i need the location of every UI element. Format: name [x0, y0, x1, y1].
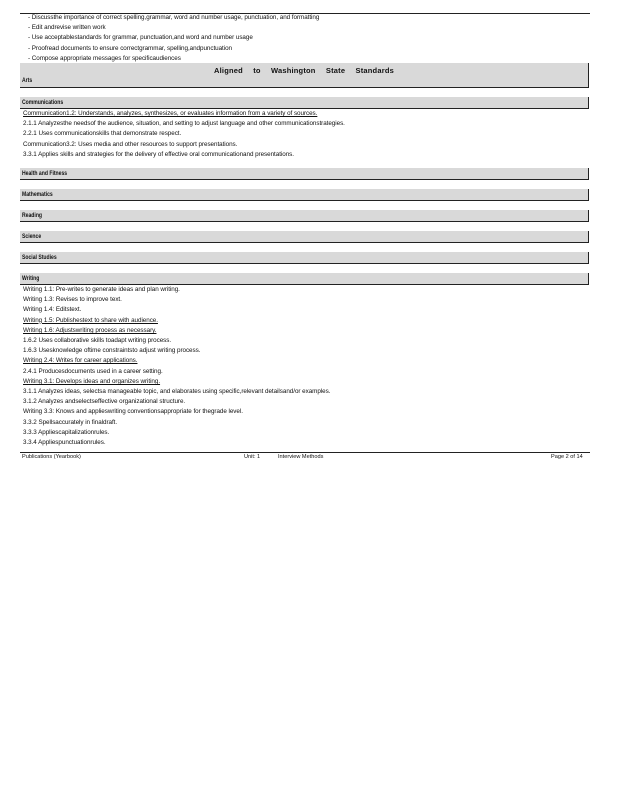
standard-line: 3.3.1 Applies skills and strategies for the delivery of effective oral communicationand presentations. [23, 150, 294, 158]
section-label: Reading [22, 212, 43, 219]
top-bullet-list [28, 13, 598, 64]
section-bar-health-and-fitness [20, 168, 589, 180]
standard-line: 3.1.2 Analyzes andselectseffective organizational structure. [23, 398, 186, 406]
standard-line: Writing 2.4: Writes for career applications. [23, 357, 138, 365]
section-bar-science [20, 231, 589, 243]
section-label: Science [22, 233, 42, 240]
aligned-standards-header [20, 63, 589, 88]
section-label: Social Studies [22, 254, 57, 261]
section-bar-social-studies [20, 252, 589, 264]
standard-line: 3.3.4 Appliespunctuationrules. [23, 439, 106, 447]
bullet-item: - Discussthe importance of correct spelling,grammar, word and number usage, punctuation, and formatting [28, 14, 320, 21]
section-bar-communications [20, 97, 589, 109]
aligned-title: Aligned to Washington State Standards [214, 66, 394, 75]
standard-line: Writing 3.3: Knows and applieswriting conventionsappropriate for thegrade level. [23, 408, 243, 416]
footer-page-number: Page 2 of 14 [551, 454, 583, 460]
footer-unit: Unit: 1 [244, 454, 261, 460]
section-label: Writing [22, 275, 40, 282]
bullet-item: - Compose appropriate messages for specificaudiences [28, 54, 181, 62]
section-label: Communications [22, 99, 64, 106]
bullet-item: - Use acceptablestandards for grammar, punctuation,and word and number usage [28, 34, 253, 42]
standard-line: Communication1.2: Understands, analyzes, synthesizes, or evaluates information from a variety of sources. [23, 110, 318, 117]
standard-line: 2.2.1 Uses communicationskills that demonstrate respect. [23, 130, 182, 138]
footer-unit-title: Interview Methods [278, 454, 324, 460]
standard-line: 2.4.1 Producesdocuments used in a career setting. [23, 367, 163, 375]
standard-line: Writing 3.1: Develops ideas and organizes writing. [23, 377, 161, 385]
section-bar-reading [20, 210, 589, 222]
standard-line: Writing 1.6: Adjustswriting process as necessary. [23, 326, 157, 334]
footer-rule [20, 452, 590, 453]
standard-line: 3.3.2 Spellsaccurately in finaldraft. [23, 418, 118, 426]
section-label-arts: Arts [22, 77, 33, 84]
standard-line: Writing 1.5: Publishestext to share with audience. [23, 316, 158, 324]
standard-line: 2.1.1 Analyzesthe needsof the audience, situation, and setting to adjust language and other communicationstrategies. [23, 120, 345, 128]
footer-course: Publications (Yearbook) [22, 454, 81, 460]
section-bar-writing [20, 273, 589, 285]
section-label: Mathematics [22, 191, 53, 198]
standard-line: 3.1.1 Analyzes ideas, selectsa manageable topic, and elaborates using specific,relevant detailsand/or examples. [23, 388, 331, 396]
standard-line: Writing 1.1: Pre-writes to generate ideas and plan writing. [23, 286, 180, 293]
section-lines-writing [23, 285, 583, 448]
section-bar-mathematics [20, 189, 589, 201]
bullet-item: - Proofread documents to ensure correctgrammar, spelling,andpunctuation [28, 44, 233, 52]
section-lines-communications [23, 109, 583, 160]
standard-line: 1.6.2 Uses collaborative skills toadapt writing process. [23, 337, 172, 345]
standard-line: 3.3.3 Appliescapitalizationrules. [23, 428, 110, 436]
standard-line: Writing 1.4: Editstext. [23, 306, 82, 314]
standard-line: Communication3.2: Uses media and other resources to support presentations. [23, 140, 238, 148]
section-label: Health and Fitness [22, 170, 68, 177]
standard-line: Writing 1.3: Revises to improve text. [23, 296, 122, 304]
bullet-item: - Edit andrevise written work [28, 24, 106, 32]
standard-line: 1.6.3 Usesknowledge oftime constraintsto adjust writing process. [23, 347, 201, 355]
